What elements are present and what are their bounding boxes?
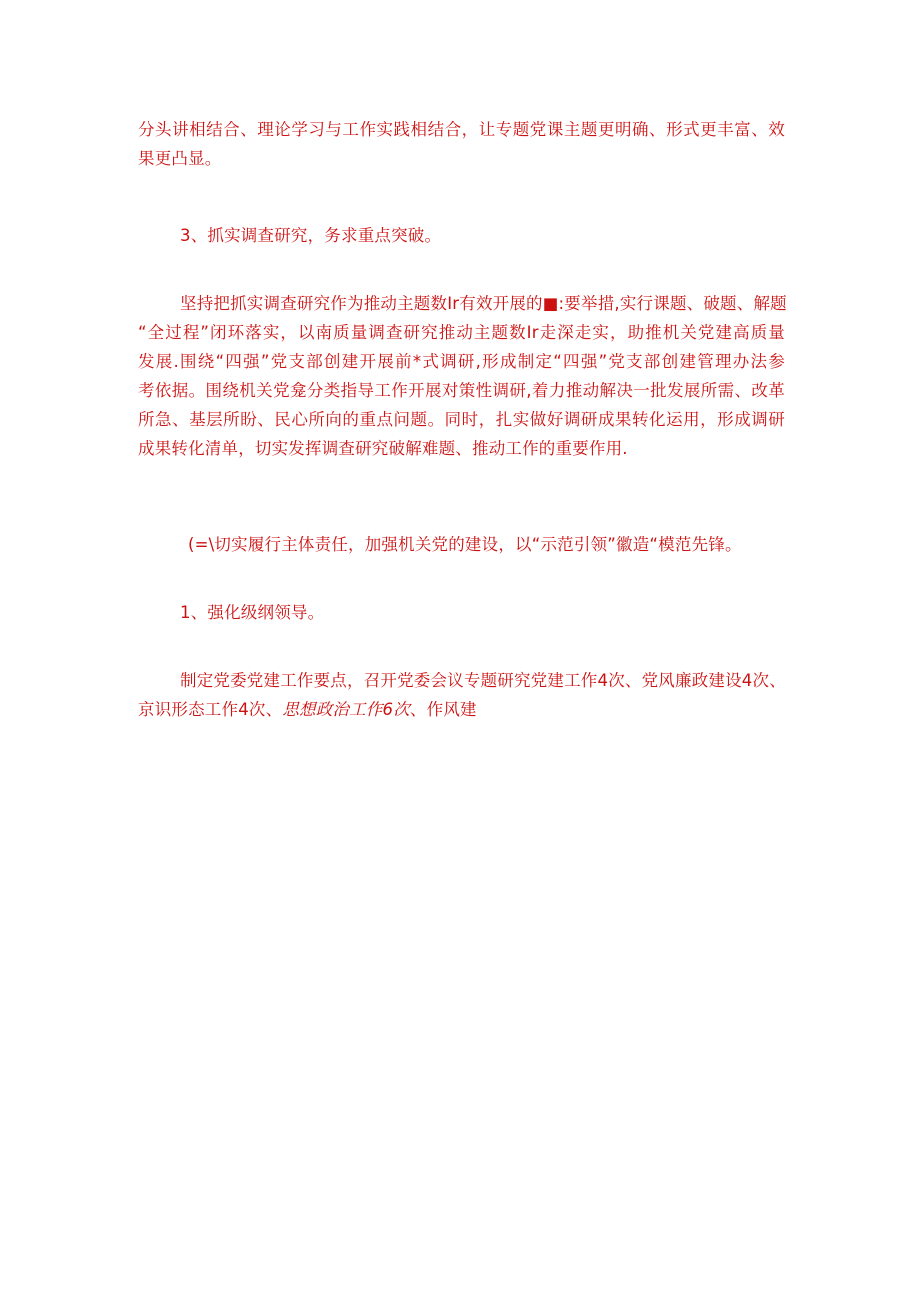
heading-text: 3、抓实调查研究，务求重点突破。 xyxy=(180,226,442,245)
heading-text: 1、强化级纲领导。 xyxy=(180,603,325,622)
line-segment: 、作风建 xyxy=(409,700,477,719)
paragraph-line: 所急、基层所盼、民心所向的重点问题。同时，扎实做好调研成果转化运用，形成调研 xyxy=(138,410,785,429)
section-heading-1 xyxy=(138,598,785,627)
heading-text: (=\切实履行主体责任，加强机关党的建设，以“示范引领”徽造“模范先锋。 xyxy=(188,535,742,554)
paragraph-6 xyxy=(138,666,785,724)
line-segment-italic: 思想政治工作6次 xyxy=(282,700,410,719)
paragraph-line: 果更凸显。 xyxy=(138,149,222,168)
line-segment: 京识形态工作4次、 xyxy=(138,700,283,719)
paragraph-line: 坚持把抓实调查研究作为推动主题数Ir有效开展的■:要举措,实行课题、破题、解题 xyxy=(180,294,787,313)
paragraph-line: “全过程”闭环落实，以南质量调查研究推动主题数Ir走深走实，助推机关党建高质量 xyxy=(138,323,785,342)
paragraph-line: 分头讲相结合、理论学习与工作实践相结合，让专题党课主题更明确、形式更丰富、效 xyxy=(138,120,785,139)
section-heading-2 xyxy=(138,530,785,559)
paragraph-line: 发展.围绕“四强”党支部创建开展前*式调研,形成制定“四强”党支部创建管理办法参 xyxy=(138,352,785,371)
paragraph-line-mixed xyxy=(138,695,785,724)
paragraph-3 xyxy=(138,289,785,463)
paragraph-1 xyxy=(138,115,785,173)
paragraph-line: 成果转化清单，切实发挥调查研究破解难题、推动工作的重要作用. xyxy=(138,439,628,458)
section-heading-3 xyxy=(138,221,785,250)
paragraph-line: 制定党委党建工作要点，召开党委会议专题研究党建工作4次、党风廉政建设4次、 xyxy=(180,671,786,690)
paragraph-line: 考依据。围绕机关党龛分类指导工作开展对策性调研,着力推动解决一批发展所需、改革 xyxy=(138,381,785,400)
